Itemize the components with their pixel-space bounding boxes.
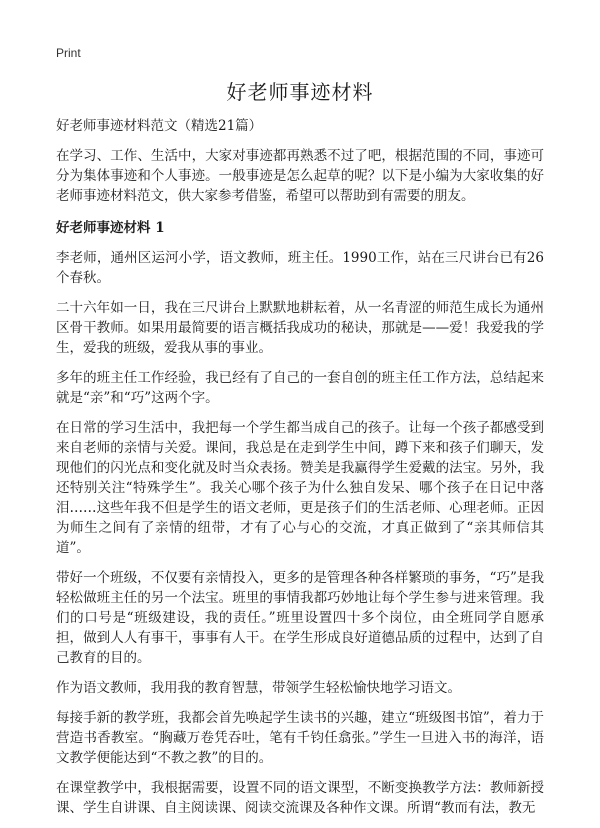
paragraph: 李老师，通州区运河小学，语文教师，班主任。1990工作，站在三尺讲台已有26个春秋。 — [56, 250, 544, 286]
page-title: 好老师事迹材料 — [226, 80, 374, 104]
document-body — [56, 78, 544, 828]
section-heading: 好老师事迹材料 1 — [56, 220, 165, 236]
print-link[interactable]: Print — [56, 46, 81, 60]
paragraph: 在课堂教学中，我根据需要，设置不同的语文课型，不断变换教学方法：教师新授课、学生自讲课、自主阅读课、阅读交流课及各种作文课。所谓“教而有法，教无 — [56, 780, 544, 816]
paragraph: 带好一个班级，不仅要有亲情投入，更多的是管理各种各样繁琐的事务，“巧”是我轻松做班主任的另一个法宝。班里的事情我都巧妙地让每个学生参与进来管理。我们的口号是“班级建设，我的责任。”班里设置四十多个岗位，由全班同学自愿承担，做到人人有事干，事事有人干。在学生形成良好道德品质的过程中，达到了自己教育的目的。 — [56, 570, 544, 666]
paragraph: 在日常的学习生活中，我把每一个学生都当成自己的孩子。让每一个孩子都感受到来自老师的亲情与关爱。课间，我总是在走到学生中间，蹲下来和孩子们聊天，发现他们的闪光点和变化就及时当众表扬。赞美是我赢得学生爱戴的法宝。另外，我还特别关注“特殊学生”。我关心哪个孩子为什么独自发呆、哪个孩子在日记中落泪……这些年我不但是学生的语文老师，更是孩子们的生活老师、心理老师。正因为师生之间有了亲情的纽带，才有了心与心的交流，才真正做到了“亲其师信其道”。 — [56, 420, 544, 556]
paragraph: 每接手新的教学班，我都会首先唤起学生读书的兴趣，建立“班级图书馆”，着力于营造书香教室。“胸藏万卷凭吞吐，笔有千钧任翕张。”学生一旦进入书的海洋，语文教学便能达到“不教之教”的目的。 — [56, 710, 544, 766]
paragraph: 多年的班主任工作经验，我已经有了自己的一套自创的班主任工作方法，总结起来就是“亲”和“巧”这两个字。 — [56, 370, 544, 406]
document-subtitle: 好老师事迹材料范文（精选21篇） — [56, 118, 263, 134]
intro-paragraph: 在学习、工作、生活中，大家对事迹都再熟悉不过了吧，根据范围的不同，事迹可分为集体事迹和个人事迹。一般事迹是怎么起草的呢？以下是小编为大家收集的好老师事迹材料范文，供大家参考借鉴，希望可以帮助到有需要的朋友。 — [56, 148, 544, 204]
paragraph: 二十六年如一日，我在三尺讲台上默默地耕耘着，从一名青涩的师范生成长为通州区骨干教师。如果用最简要的语言概括我成功的秘诀，那就是——爱！我爱我的学生，爱我的班级，爱我从事的事业。 — [56, 300, 544, 356]
paragraph: 作为语文教师，我用我的教育智慧，带领学生轻松愉快地学习语文。 — [56, 680, 461, 696]
